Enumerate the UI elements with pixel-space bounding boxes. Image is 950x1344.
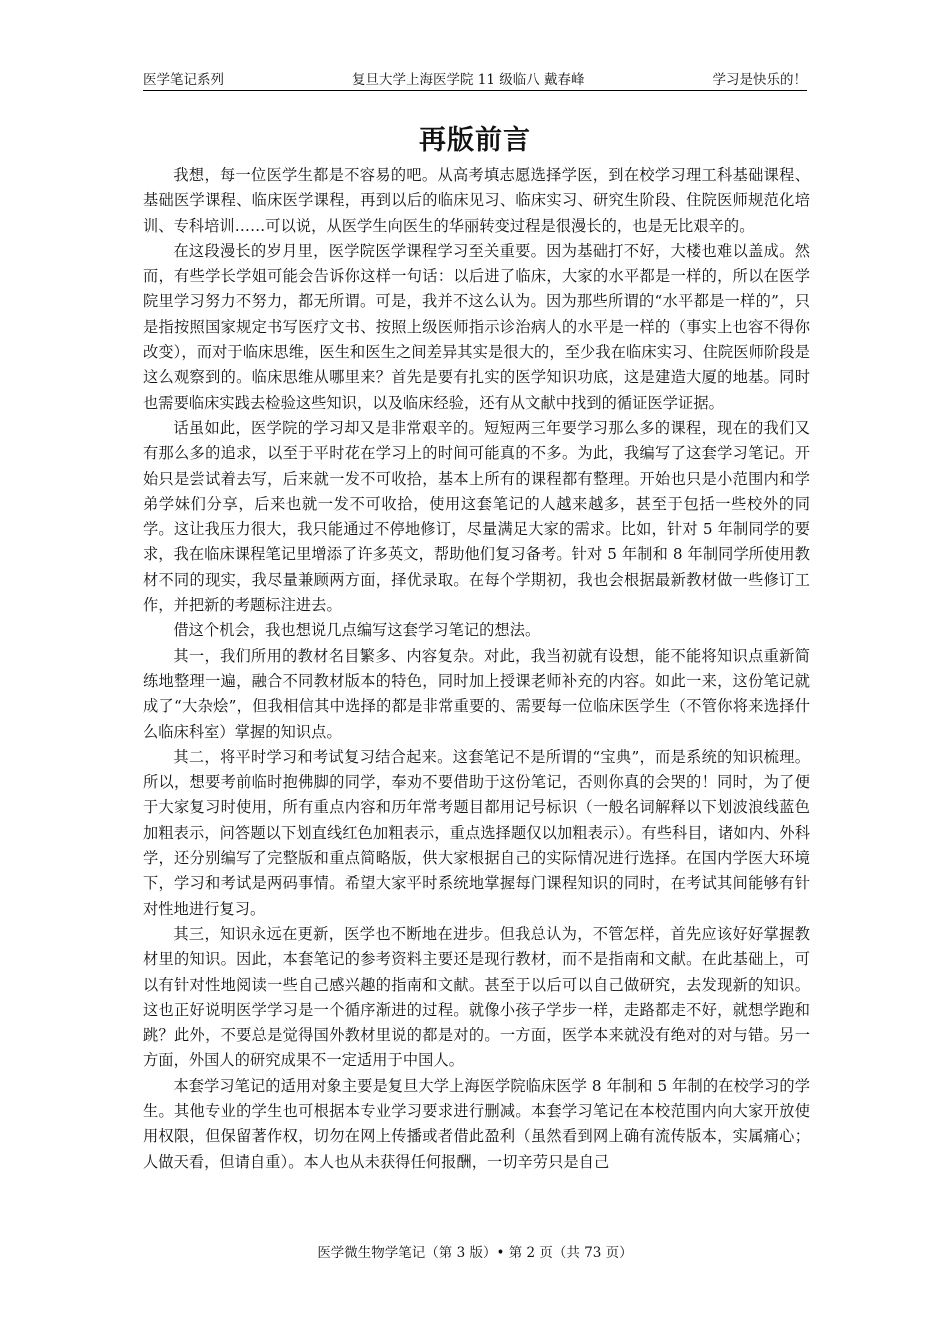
paragraph: 我想，每一位医学生都是不容易的吧。从高考填志愿选择学医，到在校学习理工科基础课程、基础医学课程、临床医学课程，再到以后的临床见习、临床实习、研究生阶段、住院医师规范化培训、专科培训……可以说，从医学生向医生的华丽转变过程是很漫长的，也是无比艰辛的。 — [143, 166, 810, 235]
document-body — [143, 163, 810, 1175]
paragraph: 在这段漫长的岁月里，医学院医学课程学习至关重要。因为基础打不好，大楼也难以盖成。然而，有些学长学姐可能会告诉你这样一句话：以后进了临床，大家的水平都是一样的，所以在医学院里学习努力不努力，都无所谓。可是，我并不这么认为。因为那些所谓的“水平都是一样的”，只是指按照国家规定书写医疗文书、按照上级医师指示诊治病人的水平是一样的（事实上也容不得你改变），而对于临床思维，医生和医生之间差异其实是很大的，至少我在临床实习、住院医师阶段是这么观察到的。临床思维从哪里来？首先是要有扎实的医学知识功底，这是建造大厦的地基。同时也需要临床实践去检验这些知识，以及临床经验，还有从文献中找到的循证医学证据。 — [143, 241, 810, 412]
paragraph: 借这个机会，我也想说几点编写这套学习笔记的想法。 — [173, 621, 541, 640]
paragraph: 其二，将平时学习和考试复习结合起来。这套笔记不是所谓的“宝典”，而是系统的知识梳理。所以，想要考前临时抱佛脚的同学，奉劝不要借助于这份笔记，否则你真的会哭的！同时，为了便于大家复习时使用，所有重点内容和历年常考题目都用记号标识（一般名词解释以下划波浪线蓝色加粗表示，问答题以下划直线红色加粗表示，重点选择题仅以加粗表示）。有些科目，诸如内、外科学，还分别编写了完整版和重点简略版，供大家根据自己的实际情况进行选择。在国内学医大环境下，学习和考试是两码事情。希望大家平时系统地掌握每门课程知识的同时，在考试其间能够有针对性地进行复习。 — [143, 747, 810, 918]
header-motto: 学习是快乐的！ — [712, 72, 807, 88]
page-header — [143, 66, 807, 91]
paragraph: 其一，我们所用的教材名目繁多、内容复杂。对此，我当初就有设想，能不能将知识点重新简练地整理一遍，融合不同教材版本的特色，同时加上授课老师补充的内容。如此一来，这份笔记就成了“大杂烩”，但我相信其中选择的都是非常重要的、需要每一位临床医学生（不管你将来选择什么临床科室）掌握的知识点。 — [143, 646, 810, 741]
header-series: 医学笔记系列 — [143, 72, 224, 88]
paragraph: 其三，知识永远在更新，医学也不断地在进步。但我总认为，不管怎样，首先应该好好掌握教材里的知识。因此，本套笔记的参考资料主要还是现行教材，而不是指南和文献。在此基础上，可以有针对性地阅读一些自己感兴趣的指南和文献。甚至于以后可以自己做研究，去发现新的知识。这也正好说明医学学习是一个循序渐进的过程。就像小孩子学步一样，走路都走不好，就想学跑和跳？此外，不要总是觉得国外教材里说的都是对的。一方面，医学本来就没有绝对的对与错。另一方面，外国人的研究成果不一定适用于中国人。 — [143, 924, 810, 1070]
page-footer: 医学微生物学笔记（第 3 版）• 第 2 页（共 73 页） — [317, 1245, 633, 1261]
header-author: 复旦大学上海医学院 11 级临八 戴春峰 — [351, 72, 585, 88]
page-title: 再版前言 — [419, 125, 531, 156]
paragraph: 本套学习笔记的适用对象主要是复旦大学上海医学院临床医学 8 年制和 5 年制的在校学习的学生。其他专业的学生也可根据本专业学习要求进行删减。本套学习笔记在本校范围内向大家开放使用权限，但保留著作权，切勿在网上传播或者借此盈利（虽然看到网上确有流传版本，实属痛心；人做天看，但请自重）。本人也从未获得任何报酬，一切辛劳只是自己 — [143, 1076, 810, 1171]
paragraph: 话虽如此，医学院的学习却又是非常艰辛的。短短两三年要学习那么多的课程，现在的我们又有那么多的追求，以至于平时花在学习上的时间可能真的不多。为此，我编写了这套学习笔记。开始只是尝试着去写，后来就一发不可收拾，基本上所有的课程都有整理。开始也只是小范围内和学弟学妹们分享，后来也就一发不可收拾，使用这套笔记的人越来越多，甚至于包括一些校外的同学。这让我压力很大，我只能通过不停地修订，尽量满足大家的需求。比如，针对 5 年制同学的要求，我在临床课程笔记里增添了许多英文，帮助他们复习备考。针对 5 年制和 8 年制同学所使用教材不同的现实，我尽量兼顾两方面，择优录取。在每个学期初，我也会根据最新教材做一些修订工作，并把新的考题标注进去。 — [143, 418, 810, 615]
